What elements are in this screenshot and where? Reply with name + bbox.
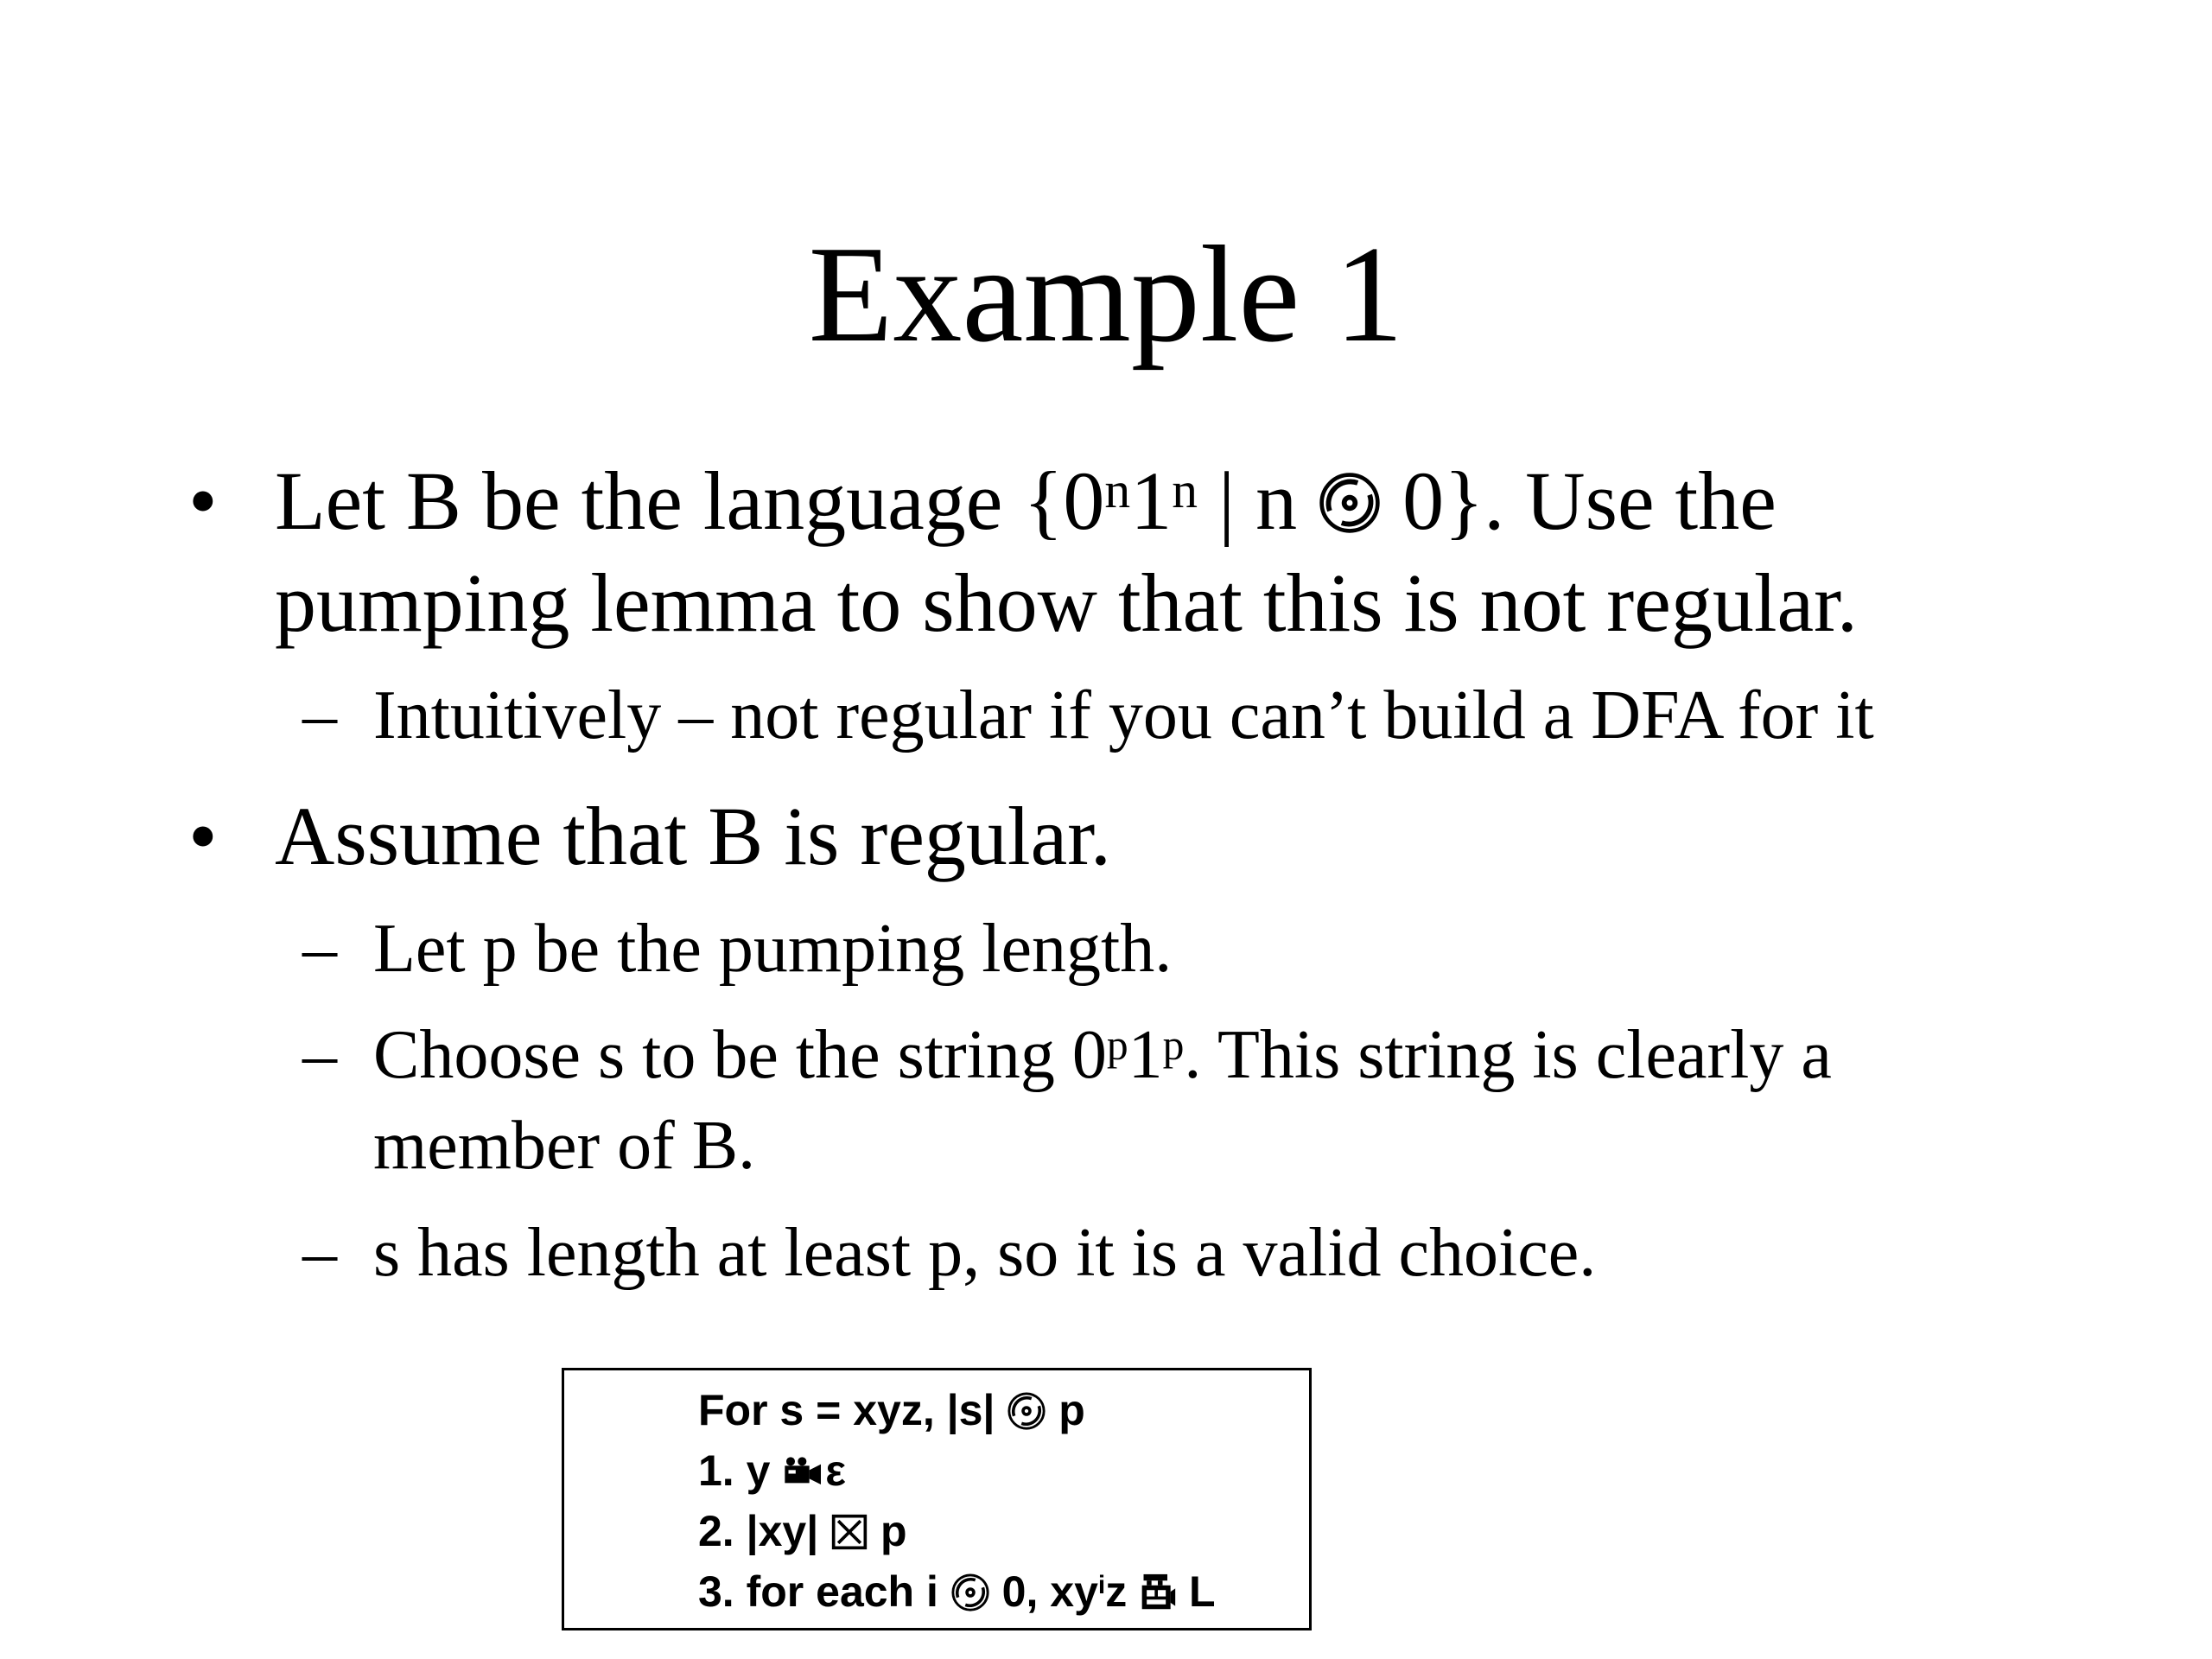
lemma-line-1-suffix: p [1046, 1386, 1085, 1434]
bullet-1-text-d: 0}. Use the [1382, 454, 1777, 547]
sub-bullet-3-line-1 [373, 1015, 1832, 1103]
superscript-p: p [1162, 1021, 1185, 1070]
lemma-line-3 [698, 1502, 907, 1560]
lemma-line-4 [698, 1562, 1216, 1628]
sub-bullet-4-text: s has length at least p, so it is a valid choice. [373, 1215, 1597, 1291]
cd-disc-icon [1318, 471, 1382, 535]
bullet-1-text-c: | n [1197, 454, 1319, 547]
bullet-2-marker: • [188, 790, 218, 882]
sub-bullet-2-text: Let p be the pumping length. [373, 911, 1173, 987]
boxed-x-icon [830, 1513, 868, 1551]
lemma-line-2 [698, 1441, 846, 1500]
lemma-line-4-suffix: L [1177, 1567, 1216, 1616]
lemma-line-4-text: 3. for each i [698, 1567, 950, 1616]
lemma-line-4-mid2: z [1105, 1567, 1140, 1616]
lemma-line-1-text: For s = xyz, |s| [698, 1386, 1007, 1434]
bullet-1-text-b: 1 [1130, 454, 1173, 547]
bullet-1-line-2: pumping lemma to show that this is not regular. [275, 556, 1858, 649]
sub-bullet-3-text-c: . This string is clearly a [1184, 1017, 1832, 1093]
bullet-1-text-a: Let B be the language {0 [275, 454, 1105, 547]
superscript-i: i [1097, 1571, 1106, 1599]
sub-bullet-2-marker: – [302, 911, 337, 987]
sub-bullet-3-text-b: 1 [1128, 1017, 1163, 1093]
lemma-line-3-text: 2. |xy| [698, 1507, 831, 1555]
lemma-line-3-suffix: p [868, 1507, 907, 1555]
superscript-n: n [1172, 461, 1198, 519]
film-projector-icon [1139, 1571, 1177, 1614]
sub-bullet-3-line-2: member of B. [373, 1108, 756, 1184]
cd-disc-icon [1007, 1391, 1046, 1431]
sub-bullet-1-marker: – [302, 677, 337, 753]
lemma-line-2-suffix: ε [825, 1446, 847, 1495]
cd-disc-icon [950, 1573, 990, 1612]
bullet-2-text: Assume that B is regular. [275, 790, 1111, 882]
bullet-1-line-1 [275, 454, 1777, 559]
sub-bullet-4-marker: – [302, 1215, 337, 1291]
lemma-line-4-mid: 0, xy [989, 1567, 1098, 1616]
superscript-n: n [1104, 461, 1131, 519]
lemma-line-2-text: 1. y [698, 1446, 783, 1495]
pumping-lemma-box [562, 1368, 1312, 1630]
superscript-p: p [1106, 1021, 1128, 1070]
sub-bullet-3-marker: – [302, 1017, 337, 1093]
sub-bullet-1-text: Intuitively – not regular if you can’t build a DFA for it [373, 677, 1874, 753]
sub-bullet-3-text-a: Choose s to be the string 0 [373, 1017, 1107, 1093]
video-camera-icon [782, 1454, 825, 1489]
bullet-1-marker: • [188, 454, 218, 547]
lemma-line-1 [698, 1381, 1085, 1440]
slide-title: Example 1 [808, 217, 1404, 371]
